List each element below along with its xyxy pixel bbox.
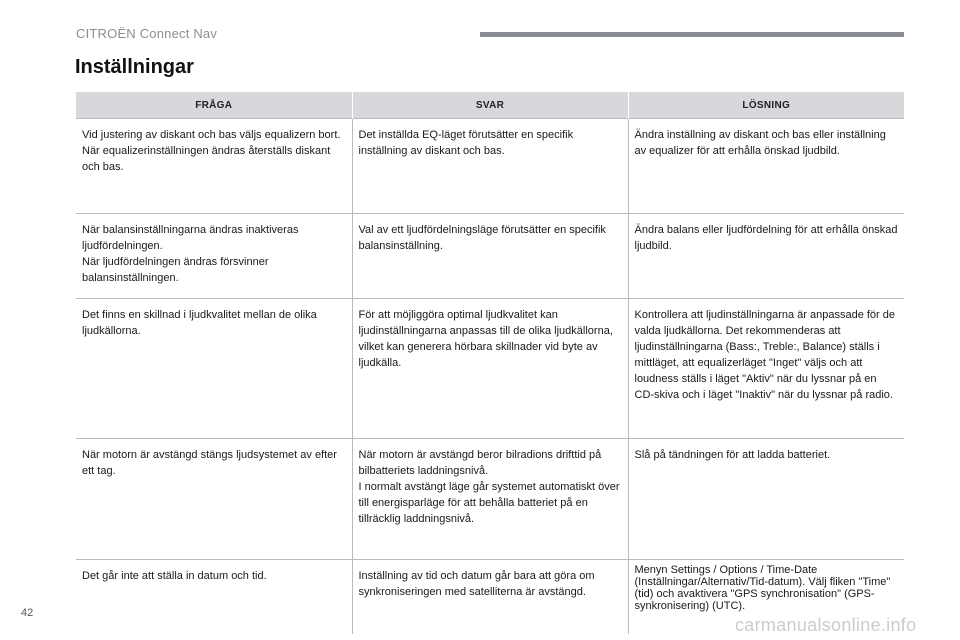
- page-title: Inställningar: [75, 56, 194, 78]
- answer-text: När motorn är avstängd beror bilradions drifttid på bilbatteriets laddningsnivå.: [358, 449, 602, 477]
- question-text: När motorn är avstängd stängs ljudsystemet av efter ett tag.: [82, 449, 337, 477]
- answer-text: Inställning av tid och datum går bara att göra om synkroniseringen med satelliterna är avstängd.: [358, 570, 595, 598]
- solution-cell: [628, 214, 904, 299]
- question-text: När equalizerinställningen ändras återställs diskant och bas.: [82, 145, 331, 173]
- table-row: [76, 119, 904, 214]
- question-text: Det går inte att ställa in datum och tid.: [82, 570, 267, 582]
- answer-text: I normalt avstängt läge går systemet automatiskt över till energisparläge för att behålla batteriet på en tillräcklig laddningsnivå.: [358, 481, 620, 525]
- solution-cell: [628, 119, 904, 214]
- answer-text: För att möjliggöra optimal ljudkvalitet kan ljudinställningarna anpassas till de olika ljudkällorna, vilket kan generera hörbara skillnader vid byte av ljudkälla.: [358, 309, 613, 369]
- question-cell: [76, 439, 352, 560]
- answer-cell: [352, 299, 628, 439]
- troubleshooting-table: [76, 92, 904, 634]
- page-number: 42: [21, 607, 34, 619]
- solution-text: Menyn Settings / Options / Time-Date (Inställningar/Alternativ/Tid-datum). Välj fliken "Time" (tid) och avaktivera "GPS synchronisation" (GPS-synkronisering) (UTC).: [634, 564, 891, 612]
- solution-text: Kontrollera att ljudinställningarna är anpassade för de valda ljudkällorna. Det rekommenderas att ljudinställningarna (Bass:, Treble:, Balance) ställs i mittläget, att equalizerläget "Inget" väljs och att loudness ställs i läget "Aktiv" när du lyssnar på en CD-skiva och i läget "Inaktiv" när du lyssnar på radio.: [634, 309, 895, 401]
- solution-text: Ändra balans eller ljudfördelning för att erhålla önskad ljudbild.: [634, 224, 898, 252]
- question-cell: [76, 119, 352, 214]
- table-row: [76, 214, 904, 299]
- question-cell: [76, 560, 352, 635]
- answer-cell: [352, 119, 628, 214]
- question-text: När ljudfördelningen ändras försvinner balansinställningen.: [82, 256, 269, 284]
- solution-cell: [628, 439, 904, 560]
- brand-label: CITROËN Connect Nav: [76, 26, 218, 41]
- column-header-solution: LÖSNING: [628, 92, 904, 119]
- header-divider-bar: [480, 32, 904, 37]
- answer-cell: [352, 560, 628, 635]
- table-row: [76, 299, 904, 439]
- answer-cell: [352, 214, 628, 299]
- watermark-text: carmanualsonline.info: [735, 615, 917, 635]
- table-row: [76, 439, 904, 560]
- question-text: När balansinställningarna ändras inaktiveras ljudfördelningen.: [82, 224, 299, 252]
- question-text: Vid justering av diskant och bas väljs equalizern bort.: [82, 129, 341, 141]
- answer-text: Det inställda EQ-läget förutsätter en specifik inställning av diskant och bas.: [358, 129, 574, 157]
- column-header-answer: SVAR: [352, 92, 628, 119]
- solution-text: Ändra inställning av diskant och bas eller inställning av equalizer för att erhålla önskad ljudbild.: [634, 129, 886, 157]
- answer-cell: [352, 439, 628, 560]
- table-header-row: [76, 92, 904, 119]
- question-cell: [76, 214, 352, 299]
- question-text: Det finns en skillnad i ljudkvalitet mellan de olika ljudkällorna.: [82, 309, 317, 337]
- column-header-question: FRÅGA: [76, 92, 352, 119]
- solution-cell: [628, 299, 904, 439]
- solution-text: Slå på tändningen för att ladda batteriet.: [634, 449, 831, 461]
- question-cell: [76, 299, 352, 439]
- answer-text: Val av ett ljudfördelningsläge förutsätter en specifik balansinställning.: [358, 224, 606, 252]
